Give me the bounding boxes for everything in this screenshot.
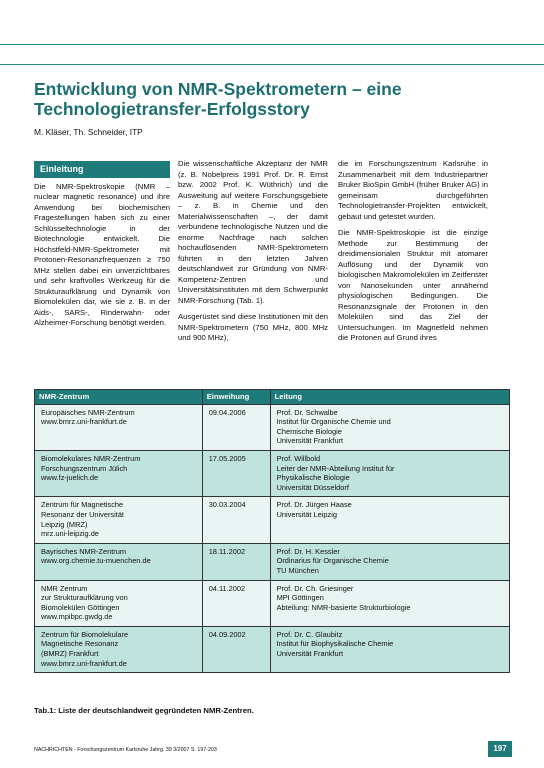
cell-line: Biomolekülen Göttingen bbox=[41, 602, 120, 612]
cell-line: Abteilung: NMR-basierte Strukturbiologie bbox=[276, 602, 411, 612]
cell-line: Prof. Willbold bbox=[276, 453, 321, 463]
column-header-zentrum: NMR-Zentrum bbox=[35, 390, 203, 405]
text-column-3 bbox=[338, 159, 488, 350]
cell-line: Chemische Biologie bbox=[276, 426, 342, 436]
cell-line: Europäisches NMR-Zentrum bbox=[41, 407, 135, 417]
cell-zentrum bbox=[35, 626, 203, 672]
cell-line: Prof. Dr. Schwalbe bbox=[276, 407, 338, 417]
cell-line: Forschungszentrum Jülich bbox=[41, 463, 128, 473]
cell-line: Bayrisches NMR-Zentrum bbox=[41, 546, 127, 556]
cell-line: Universität Frankfurt bbox=[276, 649, 344, 659]
text-column-1 bbox=[34, 161, 170, 335]
cell-line: Prof. Dr. H. Kessler bbox=[276, 546, 340, 556]
cell-zentrum bbox=[35, 543, 203, 580]
cell-line: Leiter der NMR-Abteilung Institut für bbox=[276, 463, 395, 473]
cell-line: www.bmrz.uni-frankfurt.de bbox=[41, 658, 127, 668]
table-row bbox=[35, 626, 510, 672]
nmr-centers-table bbox=[34, 389, 510, 673]
cell-line: Resonanz der Universität bbox=[41, 509, 124, 519]
cell-line: Biomolekulares NMR-Zentrum bbox=[41, 453, 141, 463]
cell-einweihung: 18.11.2002 bbox=[202, 543, 270, 580]
paragraph: Die NMR-Spektroskopie (NMR – nuclear magnetic resonance) und ihre Anwendung bei biochemischen Fragestellungen haben sich zu einer Schlüsseltechnologie in der Biotechnologie entwickelt. Die Höchstfeld-NMR-Spektrometer mit Protonen-Resonanzfrequenzen ≥ 750 MHz stellen dabei ein unverzichtbares und sehr kraftvolles Werkzeug für die Strukturaufklärung und Dynamik von Biomolekülen dar, wie sie z. B. in der Aids-, SARS-, Rinderwahn- oder Alzheimer-Forschung benötigt werden. bbox=[34, 181, 170, 327]
table-row bbox=[35, 404, 510, 450]
cell-zentrum bbox=[35, 497, 203, 543]
cell-line: mrz.uni-leipzig.de bbox=[41, 529, 99, 539]
column-header-einweihung: Einweihung bbox=[202, 390, 270, 405]
paragraph: die im Forschungszentrum Karlsruhe in Zusammenarbeit mit dem Industriepartner Bruker BioSpin GmbH (früher Bruker AG) in gemeinsam durchgeführten Technologietransfer-Projekten entwickelt, gebaut und getestet wurden. bbox=[338, 159, 488, 221]
cell-line: Prof. Dr. C. Glaubitz bbox=[276, 629, 343, 639]
cell-zentrum bbox=[35, 404, 203, 450]
table-row bbox=[35, 450, 510, 496]
cell-line: Institut für Biophysikalische Chemie bbox=[276, 639, 394, 649]
paragraph: Ausgerüstet sind diese Institutionen mit den NMR-Spektrometern (750 MHz, 800 MHz und 900 MHz), bbox=[178, 312, 328, 342]
cell-line: Leipzig (MRZ) bbox=[41, 519, 88, 529]
cell-leitung bbox=[270, 543, 509, 580]
page-number: 197 bbox=[488, 741, 512, 757]
article-title: Entwicklung von NMR-Spektrometern – eine Technologietransfer-Erfolgsstory bbox=[34, 79, 402, 119]
cell-line: Prof. Dr. Jürgen Haase bbox=[276, 500, 352, 510]
cell-leitung bbox=[270, 626, 509, 672]
cell-line: www.org.chemie.tu-muenchen.de bbox=[41, 556, 151, 566]
cell-line: www.fz-juelich.de bbox=[41, 473, 99, 483]
table-row bbox=[35, 497, 510, 543]
cell-line: Zentrum für Magnetische bbox=[41, 500, 124, 510]
cell-einweihung: 04.09.2002 bbox=[202, 626, 270, 672]
cell-leitung bbox=[270, 580, 509, 626]
cell-line: Magnetische Resonanz bbox=[41, 639, 119, 649]
table-body bbox=[35, 404, 510, 673]
cell-line: Zentrum für Biomolekulare bbox=[41, 629, 129, 639]
cell-zentrum bbox=[35, 580, 203, 626]
cell-line: Ordinarius für Organische Chemie bbox=[276, 556, 389, 566]
table-row bbox=[35, 580, 510, 626]
page-footer: NACHRICHTEN - Forschungszentrum Karlsruhe Jahrg. 39 3/2007 S. 197-203 bbox=[34, 747, 217, 753]
cell-einweihung: 04.11.2002 bbox=[202, 580, 270, 626]
paragraph: Die NMR-Spektroskopie ist die einzige Methode zur Bestimmung der dreidimensionalen Struktur mit atomarer Auflösung und der Dynamik von biologischen Makromolekülen im Zeitfenster von Nanosekunden unter annähernd physiologischen Bedingungen. Die Resonanzsignale der Protonen in den Molekülen sind das Ziel der Untersuchungen. Im Magnetfeld nehmen die Protonen auf Grund ihres bbox=[338, 228, 488, 342]
cell-line: Universität Leipzig bbox=[276, 509, 337, 519]
section-heading: Einleitung bbox=[34, 161, 170, 178]
cell-einweihung: 30.03.2004 bbox=[202, 497, 270, 543]
cell-einweihung: 09.04.2006 bbox=[202, 404, 270, 450]
cell-line: www.bmrz.uni-frankfurt.de bbox=[41, 417, 127, 427]
cell-leitung bbox=[270, 497, 509, 543]
table-row bbox=[35, 543, 510, 580]
table-header-row bbox=[35, 390, 510, 405]
cell-line: TU München bbox=[276, 565, 319, 575]
header-rule-top bbox=[0, 44, 544, 45]
cell-line: zur Strukturaufklärung von bbox=[41, 593, 128, 603]
cell-line: (BMRZ) Frankfurt bbox=[41, 649, 99, 659]
cell-line: www.mpibpc.gwdg.de bbox=[41, 612, 113, 622]
cell-leitung bbox=[270, 404, 509, 450]
cell-leitung bbox=[270, 450, 509, 496]
header-rule-bottom bbox=[0, 64, 544, 65]
text-column-2 bbox=[178, 159, 328, 350]
article-authors: M. Kläser, Th. Schneider, ITP bbox=[34, 127, 143, 137]
cell-line: Institut für Organische Chemie und bbox=[276, 417, 391, 427]
cell-line: Universität Düsseldorf bbox=[276, 482, 349, 492]
cell-einweihung: 17.05.2005 bbox=[202, 450, 270, 496]
cell-line: Physikalische Biologie bbox=[276, 473, 350, 483]
paragraph: Die wissenschaftliche Akzeptanz der NMR (z. B. Nobelpreis 1991 Prof. Dr. R. Ernst bzw. 2002 Prof. K. Wüthrich) und die Ausweitung auf weitere Forschungsgebiete – z. B. in Chemie und den Materialwissenschaften –, der damit verbundene technologische Nutzen und die enorme Nachfrage nach solchen hochauflösenden NMR-Spektrometern führten in den letzten Jahren deutschlandweit zur Gründung von NMR-Kompetenz-Zentren und Universitätsinstituten mit dem Schwerpunkt NMR-Forschung (Tab. 1). bbox=[178, 159, 328, 305]
column-header-leitung: Leitung bbox=[270, 390, 509, 405]
cell-line: MPI Göttingen bbox=[276, 593, 324, 603]
cell-line: NMR Zentrum bbox=[41, 583, 88, 593]
cell-line: Universität Frankfurt bbox=[276, 436, 344, 446]
cell-line: Prof. Dr. Ch. Griesinger bbox=[276, 583, 354, 593]
table-caption: Tab.1: Liste der deutschlandweit gegründeten NMR-Zentren. bbox=[34, 706, 254, 715]
cell-zentrum bbox=[35, 450, 203, 496]
